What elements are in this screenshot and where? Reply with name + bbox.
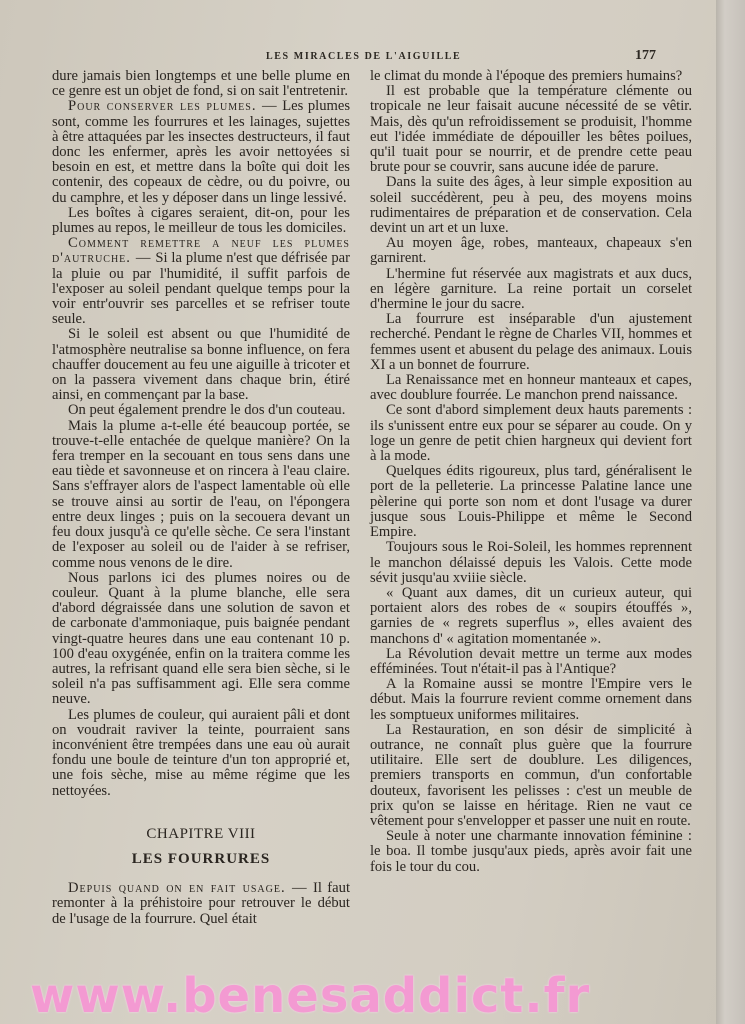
page-edge: [716, 0, 745, 1024]
paragraph: Il est probable que la température clémente ou tropicale ne leur faisait aucune nécessité de se vêtir. Mais, dès qu'un refroidissement se produisit, l'homme eut l'idée immédiate de dépouiller les bêtes poilues, qu'il tuait pour se nourrir, et de prendre cette peau brute pour se couvrir, sans aucune idée de parure.: [370, 83, 692, 176]
left-column: [52, 69, 350, 927]
paragraph: Dans la suite des âges, à leur simple exposition au soleil succédèrent, peu à peu, des moyens moins rudimentaires de préparation et de conservation. Cela devint un art et un luxe.: [370, 174, 692, 237]
paragraph: Toujours sous le Roi-Soleil, les hommes reprennent le manchon délaissé depuis les Valois. Cette mode sévit jusqu'au xviiie siècle.: [370, 539, 692, 586]
paragraph: Les plumes de couleur, qui auraient pâli et dont on voudrait raviver la teinte, pourraient sans inconvénient être trempées dans une eau où aurait fondu une boule de teinture d'un ton approprié et, une fois sèche, mise au même régime que les nettoyées.: [52, 706, 350, 799]
paragraph: Mais la plume a-t-elle été beaucoup portée, se trouve-t-elle entachée de quelque manière? On la fera tremper en la secouant en tous sens dans une eau tiède et savonneuse et on rincera à l'eau claire. Sans s'effrayer alors de l'aspect lamentable où elle se trouve ainsi au sortir de l'eau, on l'épongera entre deux linges ; puis on la secouera devant un feu doux jusqu'à ce qu'elle sèche. Ce sera l'instant de l'exposer au soleil ou de l'aider à se refriser, comme nous venons de le dire.: [52, 417, 350, 571]
paragraph: Nous parlons ici des plumes noires ou de couleur. Quant à la plume blanche, elle sera d'abord dégraissée dans une solution de savon et de carbonate d'ammoniaque, puis baignée pendant vingt-quatre heures dans une eau contenant 10 p. 100 d'eau oxygénée, enfin on la traitera comme les autres, la refrisant quand elle sera bien sèche, si le soleil n'a pas suffisamment agi. Elle sera comme neuve.: [52, 569, 350, 708]
running-head: [266, 48, 656, 64]
paragraph: Si le soleil est absent ou que l'humidité de l'atmosphère neutralise sa bonne influence, on fera chauffer doucement au feu une aiguille à tricoter et on la passera vivement dans chaque brin, étiré ainsi, en commençant par la base.: [52, 326, 350, 404]
paragraph: [52, 99, 350, 205]
paragraph-body: Les plumes sont, comme les fourrures et les lainages, sujettes à être attaquées par les insectes destructeurs, il faut donc les enfermer, après les avoir nettoyées si besoin en est, et mettre dans la boîte qui doit les contenir, des copeaux de cèdre, ou du poivre, ou du camphre, et les y déposer dans un linge lessivé.: [52, 98, 351, 206]
section-heading: Comment remettre a neuf les plumes d'autruche. —: [52, 235, 350, 267]
paragraph: dure jamais bien longtemps et une belle plume en ce genre est un objet de fond, si on sait l'entretenir.: [52, 68, 350, 100]
paragraph: L'hermine fut réservée aux magistrats et aux ducs, en légère garniture. La reine portait un corselet d'hermine le jour du sacre.: [370, 265, 692, 313]
paragraph: le climat du monde à l'époque des premiers humains?: [370, 68, 683, 84]
paragraph: Ce sont d'abord simplement deux hauts parements : ils s'unissent entre eux pour se séparer au coude. On y loge un genre de petit chien hargneux qui devient fort à la mode.: [370, 402, 692, 465]
chapter-title: LES FOURRURES: [131, 850, 271, 867]
paragraph: Les boîtes à cigares seraient, dit-on, pour les plumes au repos, le meilleur de tous les domiciles.: [52, 204, 350, 237]
paragraph: « Quant aux dames, dit un curieux auteur, qui portaient alors des robes de « soupirs étouffés », garnies de « regrets superflus », elles avaient des manchons d' « agitation momentanée ».: [370, 584, 692, 647]
paragraph: [52, 881, 350, 927]
section-heading: Depuis quand on en fait usage. —: [68, 880, 308, 897]
paragraph: La Révolution devait mettre un terme aux modes efféminées. Tout n'était-il pas à l'Antique?: [370, 645, 692, 677]
running-title: LES MIRACLES DE L'AIGUILLE: [266, 51, 462, 62]
paragraph: La Restauration, en son désir de simplicité à outrance, ne connaît plus guère que la fourrure utilitaire. Elle sert de doublure. Les diligences, premiers transports en commun, d'un confortable douteux, favorisent les pelisses : c'est un meuble de prix qu'on se laisse en héritage. Rien ne vaut ce vêtement pour s'envelopper et passer une nuit en route.: [370, 721, 692, 829]
paragraph: Au moyen âge, robes, manteaux, chapeaux s'en garnirent.: [370, 235, 692, 267]
paragraph: Quelques édits rigoureux, plus tard, généralisent le port de la pelleterie. La princesse Palatine lance une pèlerine qui porte son nom et dont l'usage va durer jusque sous Louis-Philippe et même le Second Empire.: [370, 463, 692, 541]
watermark-url: www.benesaddict.fr: [30, 968, 591, 1024]
section-heading: Pour conserver les plumes. —: [68, 98, 278, 115]
paragraph-body: Si la plume n'est que défrisée par la pluie ou par l'humidité, il suffit parfois de l'exposer au soleil pendant quelque temps pour la voir entr'ouvrir ses parcelles et se refriser toute seule.: [52, 250, 351, 328]
page-number: 177: [635, 48, 656, 63]
paragraph: [52, 236, 350, 327]
paragraph: A la Romaine aussi se montre l'Empire vers le début. Mais la fourrure revient comme ornement dans les somptueux uniformes militaires.: [370, 676, 692, 723]
paragraph: La Renaissance met en honneur manteaux et capes, avec doublure fourrée. Le manchon prend naissance.: [370, 372, 692, 404]
right-column: [370, 69, 692, 875]
paragraph: La fourrure est inséparable d'un ajustement recherché. Pendant le règne de Charles VII, hommes et femmes usent et abusent du pelage des animaux. Louis XI a un bonnet de fourrure.: [370, 311, 692, 373]
paragraph: Seule à noter une charmante innovation féminine : le boa. Il tombe jusqu'aux pieds, après avoir fait une fois le tour du cou.: [370, 828, 692, 875]
chapter-number: CHAPITRE VIII: [146, 825, 256, 842]
paragraph: On peut également prendre le dos d'un couteau.: [68, 402, 346, 419]
paragraph-body: Il faut remonter à la préhistoire pour retrouver le début de l'usage de la fourrure. Quel était: [52, 880, 350, 927]
